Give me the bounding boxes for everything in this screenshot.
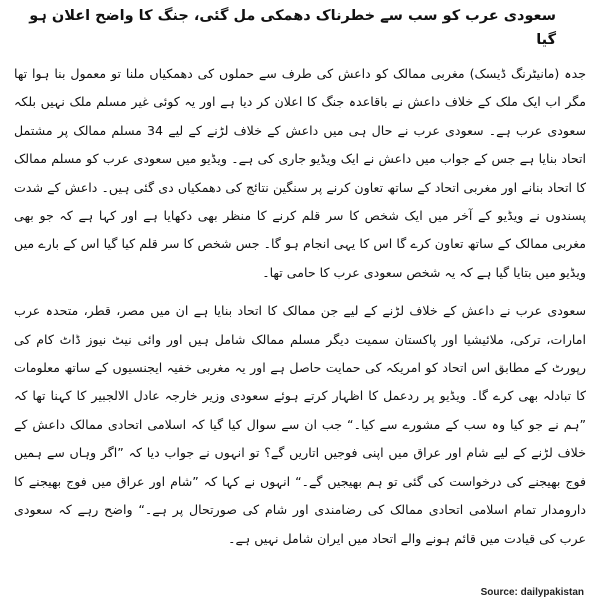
article-paragraph-2: سعودی عرب نے داعش کے خلاف لڑنے کے لیے جن ممالک کا اتحاد بنایا ہے ان میں مصر، قطر، متحدہ عرب امارات، ترکی، ملائیشیا اور پاکستان سمیت دیگر مسلم ممالک شامل ہیں اور وائی نیٹ نیوز ڈاٹ کام کی رپورٹ کے مطابق اس اتحاد کو امریکہ کی حمایت حاصل ہے اور یہ مغربی خفیہ ایجنسیوں کے ساتھ معلومات کا تبادلہ بھی کرے گا۔ ویڈیو پر ردعمل کا اظہار کرتے ہوئے سعودی وزیر خارجہ عادل الالجبیر کا کہنا تھا کہ ”ہم نے جو کیا وہ سب کے مشورے سے کیا۔“ جب ان سے سوال کیا گیا کہ اسلامی اتحادی ممالک داعش کے خلاف لڑنے کے لیے شام اور عراق میں اپنی فوجیں اتاریں گے؟ تو انہوں نے جواب دیا کہ ”اگر وہاں سے ہمیں فوج بھیجنے کی درخواست کی گئی تو ہم بھیجیں گے۔“ انہوں نے کہا کہ ”شام اور عراق میں فوج بھیجنے کا دارومدار تمام اسلامی اتحادی ممالک کی رضامندی اور شام کی صورتحال پر ہے۔“ واضح رہے کہ سعودی عرب کی قیادت میں قائم ہونے والے اتحاد میں ایران شامل نہیں ہے۔: [14, 303, 586, 546]
article-paragraph-1: جدہ (مانیٹرنگ ڈیسک) مغربی ممالک کو داعش کی طرف سے حملوں کی دھمکیاں ملنا تو معمول بنا ہوا تھا مگر اب ایک ملک کے خلاف داعش نے باقاعدہ جنگ کا اعلان کر دیا ہے اور یہ کوئی غیر مسلم ملک نہیں بلکہ سعودی عرب ہے۔ سعودی عرب نے حال ہی میں داعش کے خلاف لڑنے کے لیے 34 مسلم ممالک پر مشتمل اتحاد بنایا ہے جس کے جواب میں داعش نے ایک ویڈیو جاری کی ہے۔ ویڈیو میں سعودی عرب کو مسلم ممالک کا اتحاد بنانے اور مغربی اتحاد کے ساتھ تعاون کرنے پر سنگین نتائج کی دھمکیاں دی گئی ہیں۔ داعش کے شدت پسندوں نے ویڈیو کے آخر میں ایک شخص کا سر قلم کرنے کا منظر بھی دکھایا ہے اور کہا ہے کہ جو بھی مغربی ممالک کے ساتھ تعاون کرے گا اس کا یہی انجام ہو گا۔ جس شخص کا سر قلم کیا گیا اس کے بارے میں ویڈیو میں بتایا گیا ہے کہ یہ شخص سعودی عرب کا حامی تھا۔: [14, 66, 586, 280]
source-credit: Source: dailypakistan: [480, 587, 584, 598]
article-body: [14, 60, 586, 553]
article-headline: سعودی عرب کو سب سے خطرناک دھمکی مل گئی، جنگ کا واضح اعلان ہو گیا: [29, 8, 556, 48]
